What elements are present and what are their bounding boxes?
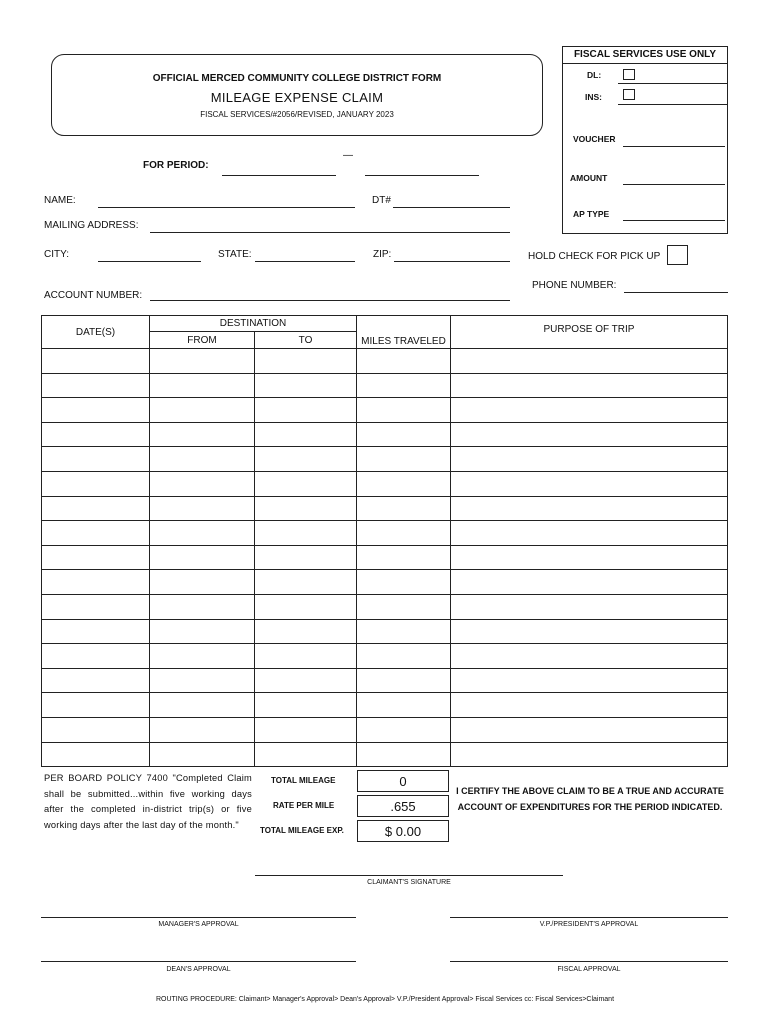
date-cell[interactable] <box>42 668 150 693</box>
purpose-cell[interactable] <box>451 496 728 521</box>
miles-cell[interactable] <box>357 471 451 496</box>
table-row <box>42 644 728 669</box>
ins-label: INS: <box>585 92 602 102</box>
manager-approval-label: MANAGER'S APPROVAL <box>158 921 239 928</box>
claimant-signature-line[interactable] <box>255 875 563 876</box>
miles-cell[interactable] <box>357 447 451 472</box>
purpose-cell[interactable] <box>451 693 728 718</box>
purpose-cell[interactable] <box>451 717 728 742</box>
to-cell[interactable] <box>255 644 357 669</box>
to-cell[interactable] <box>255 349 357 374</box>
miles-cell[interactable] <box>357 373 451 398</box>
form-name: MILEAGE EXPENSE CLAIM <box>210 90 384 105</box>
from-cell[interactable] <box>150 742 255 767</box>
date-cell[interactable] <box>42 717 150 742</box>
ins-checkbox[interactable] <box>623 89 635 100</box>
to-cell[interactable] <box>255 742 357 767</box>
account-number-label: ACCOUNT NUMBER: <box>44 290 143 301</box>
date-cell[interactable] <box>42 373 150 398</box>
date-cell[interactable] <box>42 594 150 619</box>
purpose-cell[interactable] <box>451 545 728 570</box>
table-row <box>42 521 728 546</box>
hold-check-label: HOLD CHECK FOR PICK UP <box>528 251 661 262</box>
form-title-box <box>51 54 543 136</box>
city-field[interactable] <box>98 261 201 262</box>
miles-cell[interactable] <box>357 570 451 595</box>
form-revision: FISCAL SERVICES/#2056/REVISED, JANUARY 2023 <box>200 110 394 119</box>
to-cell[interactable] <box>255 373 357 398</box>
purpose-cell[interactable] <box>451 619 728 644</box>
name-field[interactable] <box>98 207 355 208</box>
table-row <box>42 668 728 693</box>
from-cell[interactable] <box>150 349 255 374</box>
miles-header: MILES TRAVELED <box>357 316 451 349</box>
to-cell[interactable] <box>255 398 357 423</box>
purpose-cell[interactable] <box>451 373 728 398</box>
table-row <box>42 447 728 472</box>
fiscal-box-title: FISCAL SERVICES USE ONLY <box>573 49 717 60</box>
rate-per-mile-label: RATE PER MILE <box>273 801 335 810</box>
purpose-cell[interactable] <box>451 471 728 496</box>
for-period-label: FOR PERIOD: <box>143 160 209 171</box>
mailing-address-label: MAILING ADDRESS: <box>44 220 139 231</box>
table-row <box>42 570 728 595</box>
date-cell[interactable] <box>42 349 150 374</box>
state-field[interactable] <box>255 261 355 262</box>
miles-cell[interactable] <box>357 349 451 374</box>
period-dash: — <box>343 150 353 161</box>
hold-check-checkbox[interactable] <box>667 245 688 265</box>
certification-text: I CERTIFY THE ABOVE CLAIM TO BE A TRUE AND ACCURATE ACCOUNT OF EXPENDITURES FOR THE PERIOD INDICATED. <box>456 786 724 812</box>
to-cell[interactable] <box>255 447 357 472</box>
from-cell[interactable] <box>150 668 255 693</box>
to-cell[interactable] <box>255 422 357 447</box>
mileage-table-body <box>42 349 728 767</box>
fiscal-approval-line[interactable] <box>450 961 728 962</box>
voucher-label: VOUCHER <box>573 134 616 144</box>
board-policy-text: PER BOARD POLICY 7400 "Completed Claim shall be submitted...within five working days after the completed in-district trip(s) or five working days after the last day of the month." <box>44 773 252 830</box>
dl-line <box>618 83 727 84</box>
to-cell[interactable] <box>255 594 357 619</box>
from-cell[interactable] <box>150 521 255 546</box>
vp-approval-label: V.P./PRESIDENT'S APPROVAL <box>539 921 639 928</box>
table-row <box>42 545 728 570</box>
to-cell[interactable] <box>255 521 357 546</box>
dt-label: DT# <box>372 195 391 206</box>
table-row <box>42 373 728 398</box>
to-cell[interactable] <box>255 717 357 742</box>
state-label: STATE: <box>218 249 252 260</box>
ins-line <box>618 104 727 105</box>
manager-approval-line[interactable] <box>41 917 356 918</box>
destination-header: DESTINATION <box>150 316 357 332</box>
fiscal-title-divider <box>563 63 727 64</box>
date-cell[interactable] <box>42 398 150 423</box>
from-cell[interactable] <box>150 471 255 496</box>
purpose-cell[interactable] <box>451 422 728 447</box>
total-mileage-label: TOTAL MILEAGE <box>271 776 336 785</box>
dl-label: DL: <box>587 70 602 80</box>
total-mileage-exp-value[interactable]: $ 0.00 <box>357 820 449 842</box>
zip-label: ZIP: <box>373 249 392 260</box>
dean-approval-line[interactable] <box>41 961 356 962</box>
miles-cell[interactable] <box>357 668 451 693</box>
purpose-cell[interactable] <box>451 398 728 423</box>
miles-cell[interactable] <box>357 717 451 742</box>
city-label: CITY: <box>44 249 70 260</box>
table-row <box>42 496 728 521</box>
purpose-cell[interactable] <box>451 668 728 693</box>
fiscal-approval-label: FISCAL APPROVAL <box>557 966 621 973</box>
from-cell[interactable] <box>150 594 255 619</box>
dates-header: DATE(S) <box>42 316 150 349</box>
purpose-cell[interactable] <box>451 521 728 546</box>
date-cell[interactable] <box>42 619 150 644</box>
from-cell[interactable] <box>150 570 255 595</box>
table-row <box>42 398 728 423</box>
amount-label: AMOUNT <box>570 173 608 183</box>
miles-cell[interactable] <box>357 545 451 570</box>
date-cell[interactable] <box>42 742 150 767</box>
purpose-cell[interactable] <box>451 447 728 472</box>
purpose-header: PURPOSE OF TRIP <box>451 316 728 349</box>
zip-field[interactable] <box>394 261 510 262</box>
routing-procedure: ROUTING PROCEDURE: Claimant> Manager's Approval> Dean's Approval> V.P./President Approval> Fiscal Services cc: Fiscal Services>Claimant <box>155 996 615 1003</box>
mailing-address-field[interactable] <box>150 232 510 233</box>
claimant-signature-label: CLAIMANT'S SIGNATURE <box>367 879 451 886</box>
dean-approval-label: DEAN'S APPROVAL <box>166 966 231 973</box>
date-cell[interactable] <box>42 521 150 546</box>
account-number-field[interactable] <box>150 300 510 301</box>
table-row <box>42 717 728 742</box>
miles-cell[interactable] <box>357 594 451 619</box>
from-cell[interactable] <box>150 619 255 644</box>
voucher-field[interactable] <box>623 146 725 147</box>
miles-cell[interactable] <box>357 693 451 718</box>
total-mileage-value[interactable]: 0 <box>357 770 449 792</box>
date-cell[interactable] <box>42 496 150 521</box>
from-cell[interactable] <box>150 545 255 570</box>
to-cell[interactable] <box>255 693 357 718</box>
purpose-cell[interactable] <box>451 644 728 669</box>
from-cell[interactable] <box>150 693 255 718</box>
phone-label: PHONE NUMBER: <box>532 280 617 291</box>
from-cell[interactable] <box>150 644 255 669</box>
total-mileage-exp-label: TOTAL MILEAGE EXP. <box>260 826 344 835</box>
purpose-cell[interactable] <box>451 570 728 595</box>
to-cell[interactable] <box>255 496 357 521</box>
to-header: TO <box>255 332 357 349</box>
to-cell[interactable] <box>255 545 357 570</box>
miles-cell[interactable] <box>357 398 451 423</box>
from-header: FROM <box>150 332 255 349</box>
to-cell[interactable] <box>255 619 357 644</box>
purpose-cell[interactable] <box>451 349 728 374</box>
table-row <box>42 422 728 447</box>
to-cell[interactable] <box>255 471 357 496</box>
vp-approval-line[interactable] <box>450 917 728 918</box>
amount-field[interactable] <box>623 184 725 185</box>
period-end-field[interactable] <box>365 175 479 176</box>
form-organization: OFFICIAL MERCED COMMUNITY COLLEGE DISTRICT FORM <box>152 73 442 84</box>
date-cell[interactable] <box>42 447 150 472</box>
from-cell[interactable] <box>150 447 255 472</box>
table-row <box>42 349 728 374</box>
from-cell[interactable] <box>150 422 255 447</box>
date-cell[interactable] <box>42 644 150 669</box>
dt-field[interactable] <box>393 207 510 208</box>
ap-type-label: AP TYPE <box>573 209 610 219</box>
rate-per-mile-value[interactable]: .655 <box>357 795 449 817</box>
ap-type-field[interactable] <box>623 220 725 221</box>
from-cell[interactable] <box>150 398 255 423</box>
dl-checkbox[interactable] <box>623 69 635 80</box>
date-cell[interactable] <box>42 570 150 595</box>
to-cell[interactable] <box>255 570 357 595</box>
from-cell[interactable] <box>150 373 255 398</box>
miles-cell[interactable] <box>357 521 451 546</box>
date-cell[interactable] <box>42 545 150 570</box>
to-cell[interactable] <box>255 668 357 693</box>
date-cell[interactable] <box>42 471 150 496</box>
miles-cell[interactable] <box>357 422 451 447</box>
table-row <box>42 742 728 767</box>
from-cell[interactable] <box>150 496 255 521</box>
table-row <box>42 619 728 644</box>
date-cell[interactable] <box>42 422 150 447</box>
purpose-cell[interactable] <box>451 594 728 619</box>
mileage-table <box>41 315 728 767</box>
date-cell[interactable] <box>42 693 150 718</box>
miles-cell[interactable] <box>357 496 451 521</box>
table-row <box>42 471 728 496</box>
table-row <box>42 594 728 619</box>
from-cell[interactable] <box>150 717 255 742</box>
miles-cell[interactable] <box>357 644 451 669</box>
name-label: NAME: <box>44 195 76 206</box>
miles-cell[interactable] <box>357 619 451 644</box>
miles-cell[interactable] <box>357 742 451 767</box>
fiscal-services-box <box>562 46 728 234</box>
period-start-field[interactable] <box>222 175 336 176</box>
table-row <box>42 693 728 718</box>
purpose-cell[interactable] <box>451 742 728 767</box>
phone-field[interactable] <box>624 292 728 293</box>
